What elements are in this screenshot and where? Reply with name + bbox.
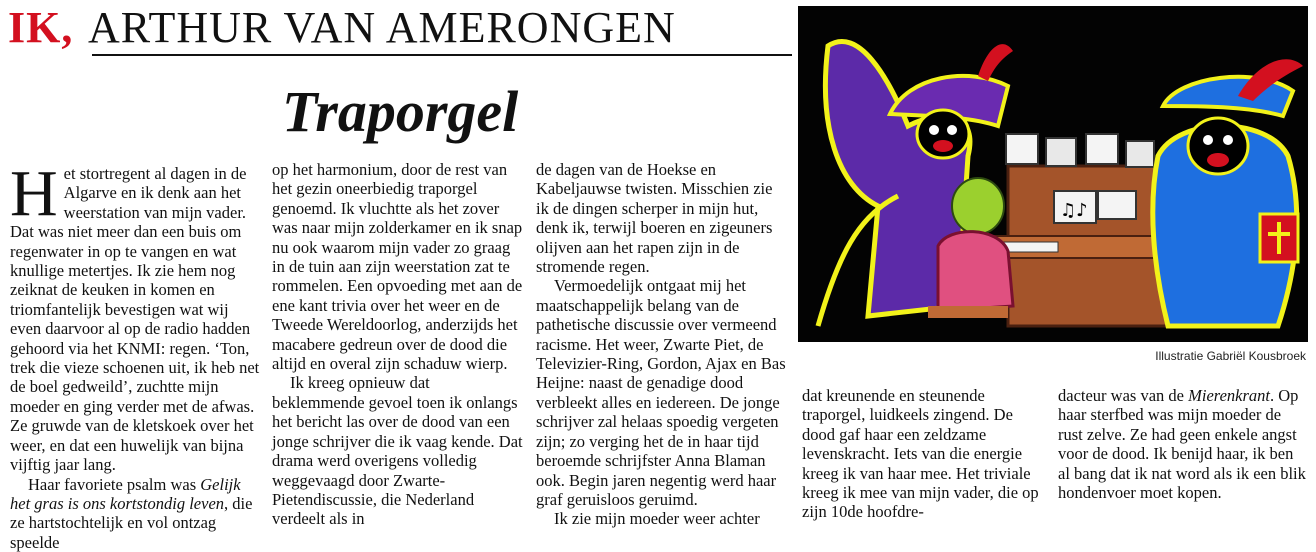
paragraph: op het harmonium, door de rest van het gezin oneerbiedig traporgel genoemd. Ik vluchtte als het zover was naar mijn zolderkamer en ik snap nu ook waarom mijn vader zo graag in de tuin aan zijn weerstation zat te rommelen. Een opvoeding met aan de ene kant trivia over het weer en de Tweede Wereldoorlog, anderzijds het macabere gedreun over de dood die altijd en overal zijn schaduw wierp. xyxy=(272,160,524,373)
paragraph: Het stortregent al dagen in de Algarve en ik denk aan het weerstation van mijn vader. Dat was niet meer dan een buis om regenwater in op te vangen en wat knullige metertjes. Ik zie hem nog zeiknat de keuken in komen en triomfantelijk bevestigen wat wij even daarvoor al op de radio hadden gehoord via het KNMI: regen. ‘Ton, trek die vieze schoenen uit, ik heb net de boel gedweild’, zuchtte mijn moeder en ging verder met de afwas. Ze gruwde van de kletskoek over het weer, en dat een huwelijk van bijna vijftig jaar lang. xyxy=(10,164,260,475)
illustration xyxy=(798,6,1308,342)
newspaper-title: Mierenkrant xyxy=(1188,386,1270,405)
paragraph: Ik zie mijn moeder weer achter xyxy=(536,509,788,528)
illustration-caption: Illustratie Gabriël Kousbroek xyxy=(1155,349,1306,363)
column-2 xyxy=(272,160,524,529)
svg-text:♫♪: ♫♪ xyxy=(1060,200,1088,221)
paragraph: Haar favoriete psalm was Gelijk het gras is ons kortstondig leven, die ze hartstochtelijk en vol ontzag speelde xyxy=(10,475,260,552)
psalm-title: Gelijk het gras is ons kortstondig leven xyxy=(10,475,241,513)
column-5 xyxy=(1058,386,1308,502)
paragraph: dacteur was van de Mierenkrant. Op haar sterfbed was mijn moeder de rust zelve. Ze had geen enkele angst voor de dood. Ik benijd haar, ik ben al bang dat ik nat word als ik een blik hondenvoer moet kopen. xyxy=(1058,386,1308,502)
column-3 xyxy=(536,160,788,529)
illustration-drawing xyxy=(798,6,1308,342)
paragraph: Vermoedelijk ontgaat mij het maatschappelijk belang van de pathetische discussie over vermeend racisme. Het weer, Zwarte Piet, de Televizier-Ring, Gordon, Ajax en Bas Heijne: naast de genadige dood verbleekt alles en iedereen. De jonge schrijver zal helaas spoedig vergeten zijn; zo verging het de in haar tijd beroemde schrijfster Anna Blaman ook. Begin jaren negentig werd haar graf geruisloos geruimd. xyxy=(536,276,788,509)
paragraph: de dagen van de Hoekse en Kabeljauwse twisten. Misschien zie ik de dingen scherper in mijn hut, denk ik, terwijl boeren en zigeuners olijven aan het rapen zijn in de stromende regen. xyxy=(536,160,788,276)
column-label: IK, xyxy=(8,2,73,53)
paragraph: dat kreunende en steunende traporgel, luidkeels zingend. De dood gaf haar een zeldzame levenskracht. Iets van die energie kreeg ik van haar mee. Het triviale kreeg ik mee van mijn vader, die op zijn 10de hoofdre- xyxy=(802,386,1047,522)
column-header xyxy=(8,0,792,56)
column-4 xyxy=(802,386,1047,522)
header-rule xyxy=(92,54,792,56)
drop-cap: H xyxy=(10,166,58,222)
column-1 xyxy=(10,164,260,552)
paragraph: Ik kreeg opnieuw dat beklemmende gevoel toen ik onlangs het bericht las over de dood van een jonge schrijver die ik vaag kende. Dat drama werd overigens volledig weggevaagd door Zwarte-Pietendiscussie, die Nederland verdeelt als in xyxy=(272,373,524,528)
author-name: ARTHUR VAN AMERONGEN xyxy=(88,2,676,53)
article-title: Traporgel xyxy=(282,82,518,142)
